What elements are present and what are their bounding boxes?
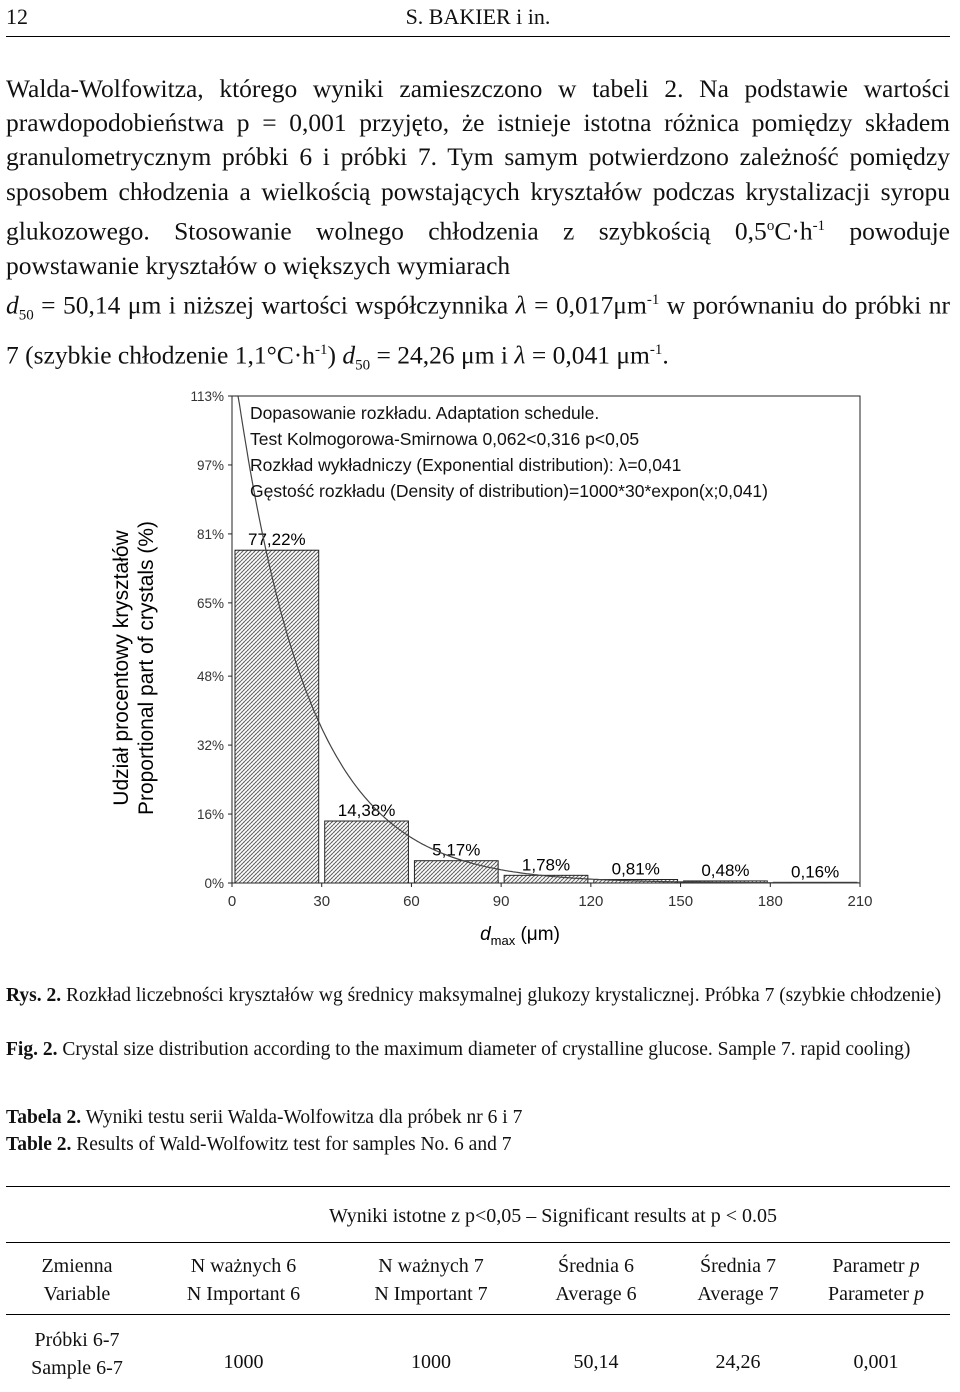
- running-title: S. BAKIER i in.: [405, 4, 551, 29]
- y-tick-label-1: 97%: [196, 457, 224, 473]
- y-axis-label: [110, 521, 158, 815]
- body-paragraph: Walda-Wolfowitza, którego wyniki zamieszczono w tabeli 2. Na podstawie wartości prawdopodobieństwa p = 0,001 przyjęto, że istnieje istotna różnica pomiędzy składem granulometrycznym próbki 6 i próbki 7. Tym samym potwierdzono zależność pomiędzy sposobem chłodzenia a wielkością powstających kryształów podczas krystalizacji syropu glukozowego. Stosowanie wolnego chłodzenia z szybkością $0,5^oC\cdot h^{-1}$ powoduje powstawanie kryształów o większych wymiarach $d_{50} = 50,14$ μm i niższej wartości współczynnika $\lambda = 0,017\mu m^{-1}$ w porównaniu do próbki nr 7 (szybkie chłodzenie $1,1^\circ C\cdot h^{-1}$) $d_{50} = 24,26$ μm i λ = 0,041 $\mu m^{-1}$.: [6, 74, 951, 374]
- y-tick-label-4: 48%: [196, 669, 224, 685]
- bar-1: [325, 821, 409, 883]
- bar-value-label-4: 0,81%: [611, 859, 660, 879]
- bar-value-label-2: 5,17%: [432, 840, 481, 860]
- x-tick-label-1: 30: [313, 893, 331, 910]
- bar-2: [414, 861, 498, 883]
- cell-avg7: 24,26: [715, 1351, 761, 1373]
- cell-avg6: 50,14: [573, 1351, 619, 1373]
- table-rule-header: [6, 1242, 950, 1243]
- x-tick-label-5: 150: [668, 893, 694, 910]
- y-tick-label-5: 32%: [196, 738, 224, 754]
- col-header-avg7: Średnia 7 Average 7: [697, 1255, 779, 1305]
- col-header-n6: N ważnych 6 N Important 6: [186, 1255, 301, 1305]
- table-rule-mid: [6, 1314, 950, 1315]
- y-axis-label-en: Proportional part of crystals (%): [135, 520, 158, 816]
- cell-n7: 1000: [411, 1351, 451, 1373]
- cell-p: 0,001: [853, 1351, 899, 1373]
- figure-caption-pl: Rys. 2. Rozkład liczebności kryształów wg średnicy maksymalnej glukozy krystalicznej. Próbka 7 (szybkie chłodzenie): [6, 985, 942, 1006]
- y-tick-label-2: 81%: [196, 526, 224, 542]
- bar-3: [504, 875, 588, 883]
- cell-n6: 1000: [223, 1351, 264, 1373]
- histogram-chart: [100, 378, 873, 956]
- chart-annotation-1: Test Kolmogorowa-Smirnowa 0,062<0,316 p<0,05: [250, 429, 640, 449]
- y-tick-label-7: 0%: [204, 876, 224, 891]
- chart-annotation-0: Dopasowanie rozkładu. Adaptation schedule.: [250, 403, 600, 423]
- table-rule-top: [6, 1186, 950, 1187]
- col-header-p: Parametr p Parameter p: [827, 1255, 925, 1305]
- row-variable: Próbki 6-7 Sample 6-7: [31, 1329, 123, 1379]
- bar-value-label-1: 14,38%: [337, 801, 396, 821]
- bar-value-label-3: 1,78%: [521, 855, 571, 875]
- col-header-n7: N ważnych 7 N Important 7: [374, 1255, 488, 1305]
- x-tick-label-6: 180: [757, 893, 783, 910]
- col-header-avg6: Średnia 6 Average 6: [555, 1255, 637, 1305]
- table-caption-en: Table 2. Results of Wald-Wolfowitz test for samples No. 6 and 7: [6, 1134, 512, 1155]
- bar-value-label-5: 0,48%: [701, 860, 750, 880]
- bar-value-label-0: 77,22%: [248, 530, 306, 550]
- page-header: [6, 0, 950, 37]
- x-tick-label-2: 60: [403, 893, 420, 910]
- x-tick-label-7: 210: [847, 893, 873, 910]
- chart-annotation-3: Gęstość rozkładu (Density of distribution)=1000*30*expon(x;0,041): [250, 481, 768, 501]
- x-tick-label-0: 0: [227, 893, 237, 910]
- page-number: 12: [6, 4, 28, 29]
- y-tick-label-3: 65%: [196, 595, 224, 611]
- table-group-header: Wyniki istotne z p<0,05 – Significant results at p < 0.05: [329, 1205, 777, 1227]
- x-tick-label-4: 120: [578, 893, 604, 910]
- y-tick-label-6: 16%: [196, 807, 224, 823]
- col-header-variable: Zmienna Variable: [41, 1255, 113, 1305]
- x-tick-label-3: 90: [492, 893, 510, 910]
- figure-caption-en: Fig. 2. Crystal size distribution according to the maximum diameter of crystalline glucose. Sample 7. rapid cooling): [6, 1039, 911, 1060]
- x-axis-label: $d_{max}$ (μm): [480, 924, 560, 948]
- results-table: [6, 1186, 950, 1386]
- table-caption-pl: Tabela 2. Wyniki testu serii Walda-Wolfowitza dla próbek nr 6 i 7: [6, 1107, 523, 1128]
- y-tick-label-0: 113%: [190, 389, 224, 404]
- chart-annotation-2: Rozkład wykładniczy (Exponential distribution): λ=0,041: [250, 455, 682, 475]
- y-axis-label-pl: Udział procentowy kryształów: [110, 530, 133, 806]
- histogram-figure: [100, 378, 873, 956]
- bar-value-label-6: 0,16%: [791, 862, 840, 882]
- bar-0: [235, 550, 319, 883]
